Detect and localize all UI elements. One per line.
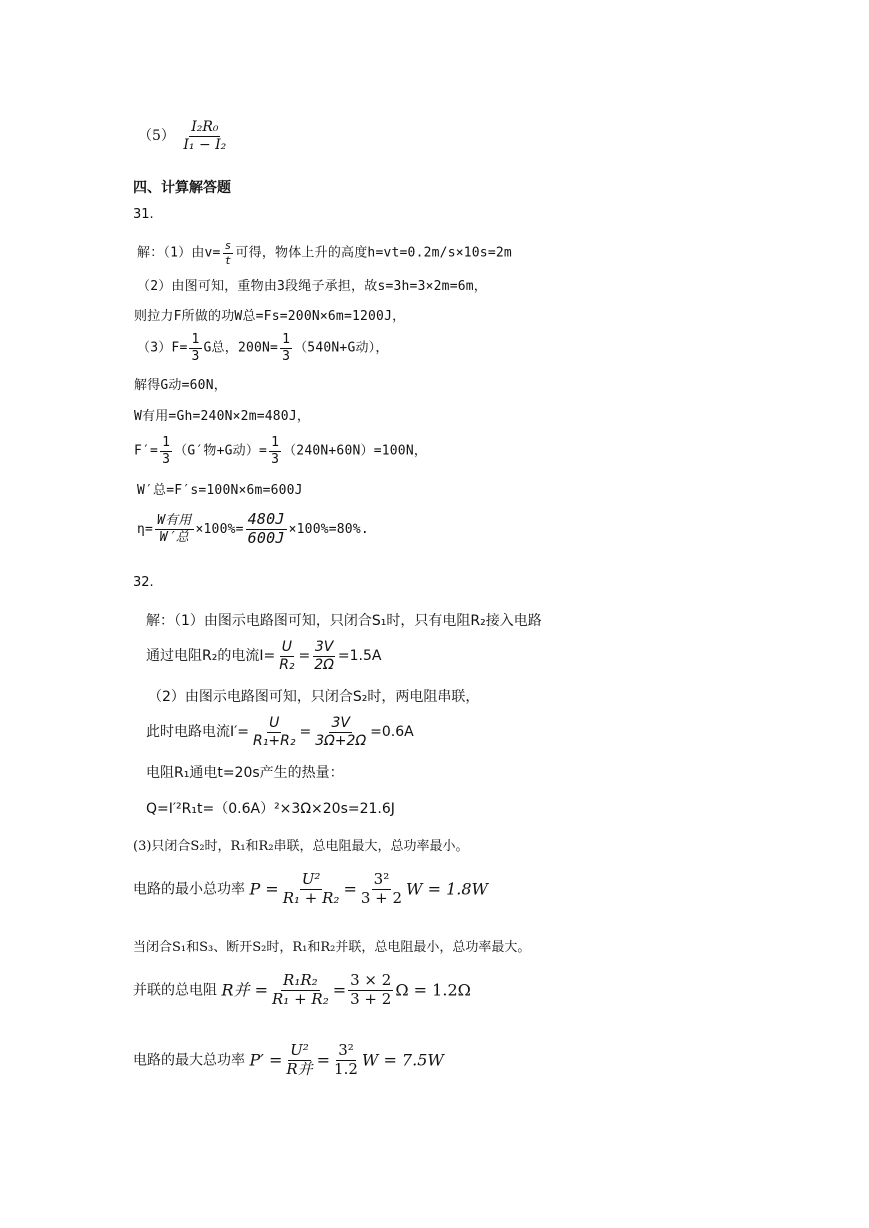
q32-l4-f2-num: 3V <box>331 715 350 731</box>
q31-l7-f2-num: 1 <box>271 435 280 450</box>
q32-l4-eq: = <box>299 724 312 741</box>
q32-l4-f-num: U <box>269 715 280 731</box>
q32-l10-f2-num: 3 × 2 <box>350 971 392 989</box>
q31-line-9 <box>137 512 369 547</box>
q32-line-11 <box>133 1043 444 1078</box>
q31-l7-text-c: （240N+60N）=100N， <box>283 443 428 459</box>
q31-l4-fraction-2 <box>280 333 292 363</box>
q32-l4-fraction-2 <box>313 716 368 748</box>
q31-l4-text-c: （540N+G动）， <box>294 340 389 356</box>
q31-line-2: （2）由图可知，重物由3段绳子承担，故s=3h=3×2m=6m， <box>137 279 487 294</box>
q31-line-1 <box>137 240 512 266</box>
q32-line-4 <box>146 716 414 748</box>
q32-line-8 <box>133 872 488 907</box>
q32-l2-text-a: 通过电阻R₂的电流I= <box>146 648 276 665</box>
q32-line-2 <box>146 640 381 672</box>
q31-l9-f1-num: W有用 <box>157 513 192 529</box>
q32-l8-f2-den: 3 + 2 <box>360 888 403 907</box>
q31-l9-f2-den: 600J <box>247 528 285 547</box>
q31-line-7 <box>134 436 427 466</box>
q32-l10-f-den: R₁ + R₂ <box>272 989 329 1008</box>
q31-l9-text-b: ×100%= <box>195 521 244 537</box>
q32-l11-f-num: U² <box>290 1041 309 1059</box>
q31-l1-fraction <box>223 240 234 266</box>
q32-l4-fraction-1 <box>251 716 297 748</box>
q31-l7-f2-den: 3 <box>271 451 280 467</box>
q32-l2-fraction-2 <box>312 640 336 672</box>
q32-l2-f2-num: 3V <box>314 639 334 655</box>
q32-l8-text-a: 电路的最小总功率 <box>133 881 245 898</box>
q32-l4-text-b: =0.6A <box>370 724 414 741</box>
q32-l8-text-b: P = <box>249 879 279 899</box>
q31-line-5: 解得G动=60N， <box>134 378 227 393</box>
q31-l9-fraction-2 <box>246 512 287 547</box>
q31-l9-text-a: η= <box>137 521 154 537</box>
q32-line-1: 解：（1）由图示电路图可知，只闭合S₁时，只有电阻R₂接入电路 <box>146 613 542 629</box>
q31-l7-text-b: （G′物+G动）= <box>174 443 268 459</box>
q32-l8-eq: = <box>343 879 357 899</box>
q32-l10-text-a: 并联的总电阻 <box>133 982 217 999</box>
q31-l4-f2-den: 3 <box>282 348 291 364</box>
q32-l11-text-b: P′ = <box>249 1050 283 1070</box>
q32-l11-eq: = <box>316 1050 331 1070</box>
q31-l4-fraction-1 <box>189 333 201 363</box>
q31-l4-f1-den: 3 <box>191 348 200 364</box>
q32-l8-fraction-1 <box>281 872 342 907</box>
q31-l4-f2-num: 1 <box>282 332 291 347</box>
q32-l11-f2-num: 3² <box>338 1041 354 1059</box>
q32-l10-fraction-1 <box>270 973 331 1008</box>
q32-l11-fraction-1 <box>284 1043 314 1078</box>
q31-l4-text-b: G总，200N= <box>203 340 279 356</box>
q31-l7-fraction-2 <box>269 436 281 466</box>
q32-l2-eq: = <box>298 648 311 665</box>
q32-l8-f-num: U² <box>301 870 321 888</box>
q32-l4-f2-den: 3Ω+2Ω <box>315 732 367 749</box>
q32-number: 32. <box>133 575 154 590</box>
q32-l10-fraction-2 <box>348 973 393 1008</box>
q32-line-6: Q=I′²R₁t=（0.6A）²×3Ω×20s=21.6J <box>146 801 395 817</box>
q32-l11-f2-den: 1.2 <box>334 1059 358 1078</box>
q31-line-6: W有用=Gh=240N×2m=480J， <box>134 409 311 424</box>
q32-l4-f-den: R₁+R₂ <box>253 732 296 749</box>
q31-l9-fraction-1 <box>155 514 193 544</box>
section-title: 四、计算解答题 <box>133 180 231 196</box>
q32-l10-f2-den: 3 + 2 <box>350 989 392 1008</box>
q31-l1-num: s <box>224 239 232 252</box>
q32-line-5: 电阻R₁通电t=20s产生的热量： <box>146 765 344 781</box>
q31-l7-text-a: F′= <box>134 443 159 459</box>
q32-l11-text-c: W = 7.5W <box>361 1050 444 1070</box>
q31-l9-f1-den: W′总 <box>159 529 189 545</box>
q32-line-3: （2）由图示电路图可知，只闭合S₂时，两电阻串联， <box>148 689 480 705</box>
q32-l2-f-den: R₂ <box>279 656 295 673</box>
q31-l4-text-a: （3）F= <box>137 340 188 356</box>
item-5-label: （5） <box>138 128 175 145</box>
q31-l1-den: t <box>224 253 232 267</box>
q31-l7-fraction-1 <box>160 436 172 466</box>
q32-l2-text-b: =1.5A <box>337 648 382 665</box>
item-5-denominator: I₁ − I₂ <box>183 136 227 153</box>
q32-l4-text-a: 此时电路电流I′= <box>146 724 250 741</box>
q32-l2-f2-den: 2Ω <box>314 656 334 673</box>
q32-l10-eq: = <box>332 980 347 1000</box>
q32-l8-text-c: W = 1.8W <box>406 879 488 899</box>
q32-l10-f-num: R₁R₂ <box>283 971 318 989</box>
q32-l8-f2-num: 3² <box>373 870 390 888</box>
q32-l8-fraction-2 <box>359 872 404 907</box>
q31-l9-text-c: ×100%=80%. <box>288 521 369 537</box>
q32-l11-text-a: 电路的最大总功率 <box>133 1052 245 1069</box>
q32-line-9: 当闭合S₁和S₃、断开S₂时，R₁和R₂并联，总电阻最小，总功率最大。 <box>133 940 531 955</box>
q32-l11-f-den: R并 <box>286 1059 313 1078</box>
q31-l1-text-a: 解：（1）由v= <box>137 245 221 261</box>
q31-l7-f1-den: 3 <box>162 451 171 467</box>
q31-l1-text-b: 可得，物体上升的高度h=vt=0.2m/s×10s=2m <box>235 245 512 261</box>
q32-l11-fraction-2 <box>332 1043 360 1078</box>
q32-l10-text-b: R并 = <box>221 980 268 1000</box>
q31-line-8: W′总=F′s=100N×6m=600J <box>137 483 303 498</box>
item-5-fraction <box>181 120 228 152</box>
q32-line-10 <box>133 973 471 1008</box>
q31-line-4 <box>137 333 389 363</box>
q31-l4-f1-num: 1 <box>191 332 200 347</box>
q31-l9-f2-num: 480J <box>247 510 285 528</box>
q32-line-7: (3)只闭合S₂时，R₁和R₂串联，总电阻最大，总功率最小。 <box>133 839 469 854</box>
q31-line-3: 则拉力F所做的功W总=Fs=200N×6m=1200J， <box>134 309 406 324</box>
q32-l10-text-c: Ω = 1.2Ω <box>395 980 471 1000</box>
q32-l2-fraction-1 <box>277 640 296 672</box>
q32-l2-f-num: U <box>281 639 292 655</box>
q31-l7-f1-num: 1 <box>162 435 171 450</box>
item-5 <box>138 120 230 152</box>
item-5-numerator: I₂R₀ <box>191 119 219 135</box>
q31-number: 31. <box>133 207 154 222</box>
q32-l8-f-den: R₁ + R₂ <box>282 888 340 907</box>
